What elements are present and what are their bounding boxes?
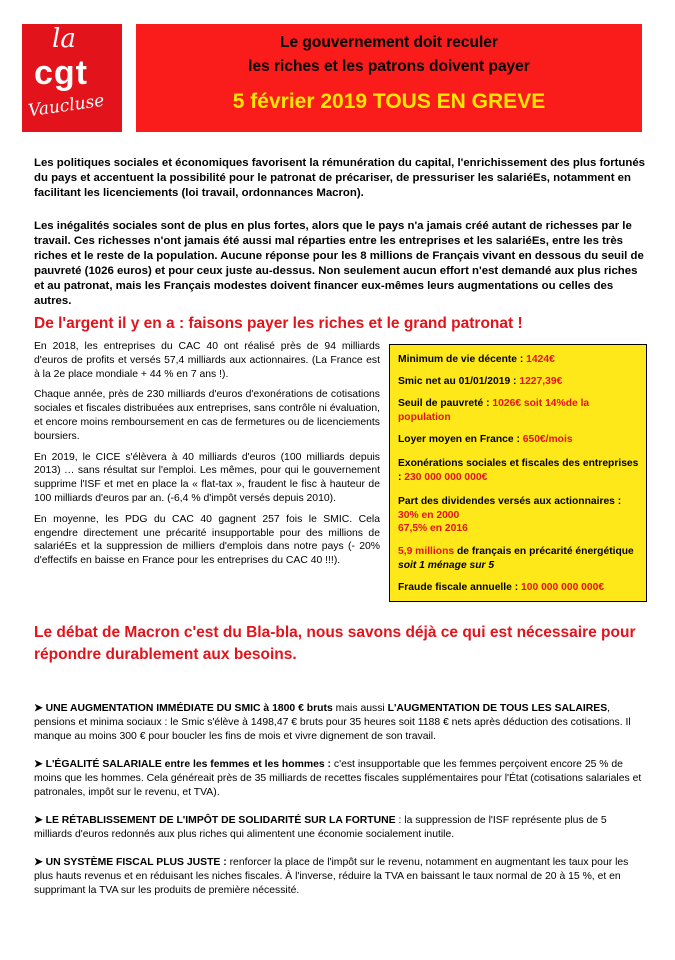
fact-paragraph: Chaque année, près de 230 milliards d'euros d'exonérations de cotisations sociales et fiscales distribuées aux entreprises, sans contrôle ni évaluation, et encore moins remboursement en cas de fermetures ou de licenciements boursiers. (34, 389, 380, 442)
demand-item-egalite: ➤ L'ÉGALITÉ SALARIALE entre les femmes et les hommes : c'est insupportable que les femmes perçoivent encore 25 % de moins que les hommes. Cela généreait près de 35 milliards de recettes fiscales supplémentaires pour l'État (cotisations salariales et patronales, impôt sur le revenu, et TVA). (34, 759, 642, 798)
logo-la: la (52, 24, 76, 54)
fact-paragraph: En 2019, le CICE s'élèvera à 40 milliards d'euros (100 milliards depuis 2013) … sans résultat sur l'emploi. Les mêmes, pour qui le gouvernement supprime l'ISF et met en place la « flat-tax », fraudent le fisc à hauteur de 100 milliards d'euros par an. (-6,4 % d'impôt versés depuis 2010). (34, 451, 380, 504)
section-heading-demands: Le débat de Macron c'est du Bla-bla, nous savons déjà ce qui est nécessaire pour répondre durablement aux besoins. (34, 624, 636, 663)
figure-seuil: Seuil de pauvreté : 1026€ soit 14%de la population (398, 398, 590, 423)
fact-paragraph: En 2018, les entreprises du CAC 40 ont réalisé près de 94 milliards d'euros de profits et versés 57,4 milliards aux actionnaires. (La France est à la 2e place mondiale + 44 % en 7 ans !). (34, 341, 380, 380)
logo-vaucluse: Vaucluse (26, 90, 106, 122)
intro-paragraph-1: Les politiques sociales et économiques favorisent la rémunération du capital, l'enrichissement des plus fortunés du pays et accentuent la possibilité pour le patronat de précariser, de pressuriser les salariéEs, notamment en facilitant les licenciements (loi travail, ordonnances Macron). (34, 157, 646, 199)
cgt-logo (22, 24, 122, 132)
section-heading-money: De l'argent il y en a : faisons payer les riches et le grand patronat ! (34, 315, 523, 332)
demand-item-smic: ➤ UNE AUGMENTATION IMMÉDIATE DU SMIC à 1800 € bruts mais aussi L'AUGMENTATION DE TOUS LES SALAIRES, pensions et minima sociaux : le Smic s'élève à 1498,47 € bruts pour 35 heures soit 1188 € nets après déduction des cotisations. Il manque au moins 300 € pour boucler les fins de mois et vivre dignement de son travail. (34, 703, 631, 742)
figure-loyer: Loyer moyen en France : 650€/mois (398, 434, 573, 445)
banner-line-1: Le gouvernement doit reculer (280, 34, 498, 51)
figure-dividendes: Part des dividendes versés aux actionnaires : 30% en 2000 67,5% en 2016 (398, 496, 622, 534)
header-banner (136, 24, 642, 132)
key-figures-box (389, 344, 647, 602)
fact-paragraph: En moyenne, les PDG du CAC 40 gagnent 257 fois le SMIC. Cela engendre directement une précarité insupportable pour des millions de salariéEs et la suppression de milliers d'emplois dans notre pays (- 20% d'effectifs en baisse en France pour les entreprises du CAC 40 !!!). (34, 513, 380, 567)
logo-cgt: cgt (34, 54, 88, 92)
intro-paragraph-2: Les inégalités sociales sont de plus en plus fortes, alors que le pays n'a jamais créé autant de richesses par le travail. Ces richesses n'ont jamais été aussi mal réparties entre les entreprises et les salariéEs, entre les très riches et le reste de la population. Aucune réponse pour les 8 millions de Français vivant en dessous du seuil de pauvreté (1026 euros) et pour ceux juste au-dessus. Non seulement aucun effort n'est demandé aux plus riches et au patronat, mais les Français modestes doivent financer eux-mêmes leurs augmentations ou celles des autres. (34, 220, 644, 307)
banner-date-title: 5 février 2019 TOUS EN GREVE (232, 90, 546, 113)
figure-precarite: 5,9 millions de français en précarité énergétique soit 1 ménage sur 5 (398, 546, 634, 571)
figure-exonerations: Exonérations sociales et fiscales des entreprises : 230 000 000 000€ (398, 458, 639, 483)
figure-smic: Smic net au 01/01/2019 : 1227,39€ (398, 376, 563, 387)
banner-line-2: les riches et les patrons doivent payer (248, 58, 530, 75)
facts-column (34, 340, 380, 575)
figure-min-vie: Minimum de vie décente : 1424€ (398, 354, 555, 365)
demand-item-fiscal: ➤ UN SYSTÈME FISCAL PLUS JUSTE : renforcer la place de l'impôt sur le revenu, notamment en augmentant les taux pour les plus hauts revenus et en réduisant les niches fiscales. À l'inverse, réduire la TVA en baissant le taux normal de 20 à 15 %, et en supprimant la TVA sur les produits de première nécessité. (34, 857, 629, 896)
demand-item-isf: ➤ LE RÉTABLISSEMENT DE L'IMPÔT DE SOLIDARITÉ SUR LA FORTUNE : la suppression de l'ISF représente plus de 5 milliards d'euros redonnés aux plus riches qui alimentent une économie socialement inutile. (34, 815, 607, 840)
figure-fraude: Fraude fiscale annuelle : 100 000 000 000€ (398, 582, 605, 593)
